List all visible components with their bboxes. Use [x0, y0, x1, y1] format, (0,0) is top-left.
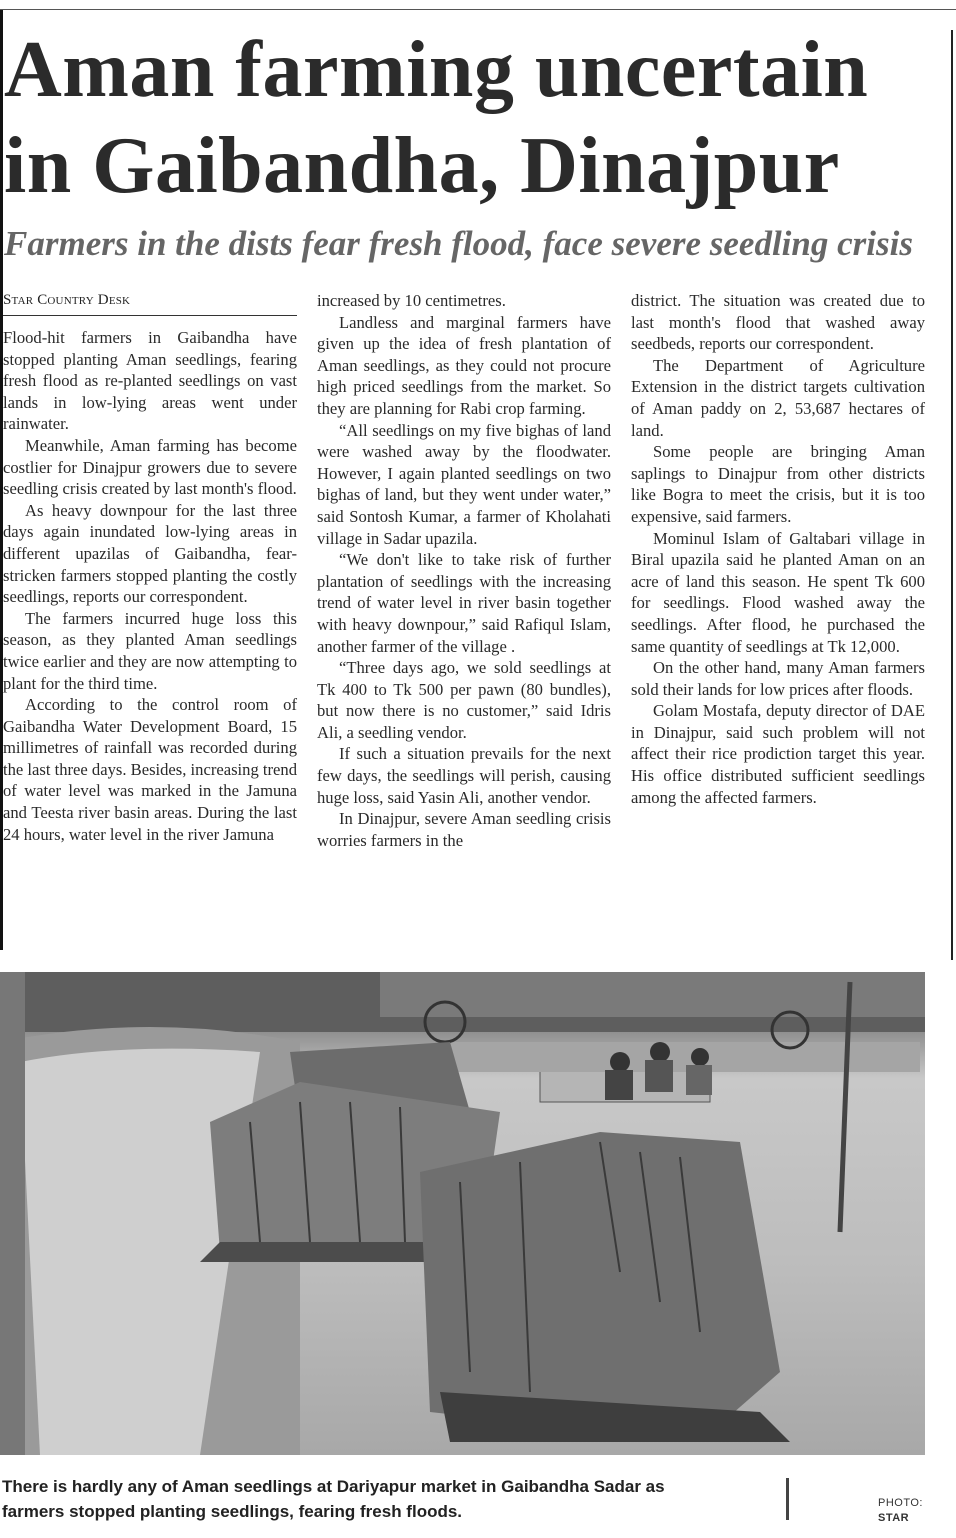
paragraph: As heavy downpour for the last three days again inundated low-lying areas in different upazilas of Gaibandha, fear-stricken farmers stopped planting the costly seedlings, reports our correspondent.: [3, 500, 297, 607]
paragraph: Flood-hit farmers in Gaibandha have stopped planting Aman seedlings, fearing fresh flood as re-planted seedlings on vast lands in low-lying areas went under rainwater.: [3, 328, 297, 434]
photo-credit: [878, 1496, 923, 1526]
paragraph: Mominul Islam of Galtabari village in Biral upazila said he planted Aman on an acre of land this season. He spent Tk 600 for seedlings. Flood washed away the seedlings. After flood, he purchased the same quantity of seedlings at Tk 12,000.: [631, 528, 925, 656]
article-column-2: [317, 290, 611, 851]
paragraph: If such a situation prevails for the next few days, the seedlings will perish, causing huge loss, said Yasin Ali, another vendor.: [317, 744, 611, 807]
paragraph: Golam Mostafa, deputy director of DAE in Dinajpur, said such problem will not affect their rice prodiction target this year. His office distributed sufficient seedlings among the affected farmers.: [631, 701, 925, 807]
paragraph: The farmers incurred huge loss this season, as they planted Aman seedlings twice earlier and they are now attempting to plant for the third time.: [3, 608, 297, 693]
paragraph: “Three days ago, we sold seedlings at Tk 400 to Tk 500 per pawn (80 bundles), but now there is no customer,” said Idris Ali, a seedling vendor.: [317, 658, 611, 742]
paragraph: district. The situation was created due to last month's flood that washed away seedbeds, reports our correspondent.: [631, 291, 925, 354]
paragraph: Some people are bringing Aman saplings to Dinajpur from other districts like Bogra to meet the crisis, but it is too expensive, said farmers.: [631, 442, 925, 526]
paragraph: On the other hand, many Aman farmers sold their lands for low prices after floods.: [631, 658, 925, 699]
subheadline: Farmers in the dists fear fresh flood, face severe seedling crisis: [4, 224, 913, 263]
byline: Star Country Desk: [3, 290, 297, 316]
paragraph: “We don't like to take risk of further plantation of seedlings with the increasing trend of water level in river basin together with heavy downpour,” said Rafiqul Islam, another farmer of the village .: [317, 550, 611, 656]
paragraph: The Department of Agriculture Extension in the district targets cultivation of Aman paddy on 2, 53,687 hectares of land.: [631, 355, 925, 440]
paragraph: Meanwhile, Aman farming has become costlier for Dinajpur growers due to severe seedling crisis created by last month's flood.: [3, 435, 297, 499]
top-rule: [0, 9, 956, 10]
photo-credit-source: STAR: [878, 1512, 910, 1524]
photo-credit-name: [878, 1511, 923, 1526]
paragraph: In Dinajpur, severe Aman seedling crisis worries farmers in the: [317, 809, 611, 850]
photo-illustration: [0, 972, 925, 1455]
photo-credit-label: PHOTO:: [878, 1497, 923, 1509]
paragraph: Landless and marginal farmers have given up the idea of fresh plantation of Aman seedlings, as they could not procure high priced seedlings from the market. So they are planning for Rabi crop farming.: [317, 312, 611, 418]
news-photo-seedlings-market: [0, 972, 925, 1455]
photo-caption: There is hardly any of Aman seedlings at Dariyapur market in Gaibandha Sadar as farmers stopped planting seedlings, fearing fresh floods.: [2, 1477, 665, 1521]
caption-divider: [786, 1478, 789, 1520]
paragraph: “All seedlings on my five bighas of land were washed away by the floodwater. However, I again planted seedlings on two bighas of land, but they went under water,” said Sontosh Kumar, a farmer of Kholahati village in Sadar upazila.: [317, 420, 611, 548]
article-column-1: [3, 290, 297, 845]
paragraph: increased by 10 centimetres.: [317, 291, 506, 310]
headline: Aman farming uncertain in Gaibandha, Dinajpur: [4, 26, 869, 210]
paragraph: According to the control room of Gaibandha Water Development Board, 15 millimetres of rainfall was recorded during the last three days. Besides, increasing trend of water level was marked in the Jamuna and Teesta river basin areas. During the last 24 hours, water level in the river Jamuna: [3, 695, 297, 844]
article-column-3: [631, 290, 925, 808]
